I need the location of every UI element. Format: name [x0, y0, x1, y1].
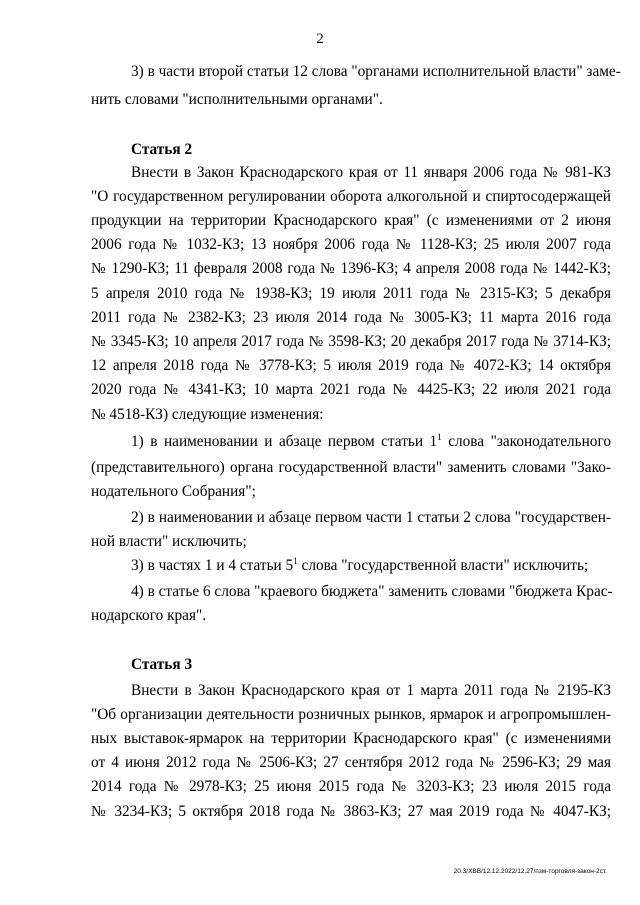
paragraph-line — [91, 555, 611, 577]
paragraph-line: "Об организации деятельности розничных рынков, ярмарок и агропромышлен- — [91, 706, 611, 723]
paragraph-line: ной власти" исключить; — [91, 533, 247, 550]
superscript: 1 — [437, 431, 442, 442]
text-fragment: 3) в частях 1 и 4 статьи 5 — [131, 557, 294, 574]
paragraph-line: Внести в Закон Краснодарского края от 1 марта 2011 года № 2195-КЗ — [131, 682, 611, 699]
paragraph-line: 4) в статье 6 слова "краевого бюджета" заменить словами "бюджета Крас- — [131, 583, 613, 600]
paragraph-line: продукции на территории Краснодарского края" (с изменениями от 2 июня — [91, 212, 611, 229]
paragraph-line: № 3345-КЗ; 10 апреля 2017 года № 3598-КЗ; 20 декабря 2017 года № 3714-КЗ; — [91, 333, 611, 350]
paragraph-line: 2) в наименовании и абзаце первом части 1 статьи 2 слова "государствен- — [131, 509, 611, 526]
paragraph-line: нить словами "исполнительными органами". — [91, 91, 383, 108]
paragraph-line: 2011 года № 2382-КЗ; 23 июля 2014 года № 3005-КЗ; 11 марта 2016 года — [91, 309, 611, 326]
paragraph-line: нодарского края". — [91, 607, 207, 624]
paragraph-line: Внести в Закон Краснодарского края от 11 января 2006 года № 981-КЗ — [131, 164, 611, 181]
paragraph-line: 5 апреля 2010 года № 1938-КЗ; 19 июля 2011 года № 2315-КЗ; 5 декабря — [91, 285, 611, 302]
paragraph-line: нодательного Собрания"; — [91, 483, 256, 500]
paragraph-line: № 3234-КЗ; 5 октября 2018 года № 3863-КЗ; 27 мая 2019 года № 4047-КЗ; — [91, 803, 611, 820]
article-2-heading: Статья 2 — [131, 141, 193, 158]
article-3-heading: Статья 3 — [131, 656, 193, 673]
paragraph-line: 2020 года № 4341-КЗ; 10 марта 2021 года № 4425-КЗ; 22 июля 2021 года — [91, 381, 611, 398]
paragraph-line: ных выставок-ярмарок на территории Краснодарского края" (с изменениями — [91, 730, 611, 747]
text-fragment: слова "законодательного — [441, 433, 611, 450]
paragraph-line: 2006 года № 1032-КЗ; 13 ноября 2006 года № 1128-КЗ; 25 июля 2007 года — [91, 236, 611, 253]
paragraph-line: 2014 года № 2978-КЗ; 25 июня 2015 года № 3203-КЗ; 23 июля 2015 года — [91, 778, 611, 795]
text-fragment: 1) в наименовании и абзаце первом статьи 1 — [131, 433, 438, 450]
paragraph-line: № 4518-КЗ) следующие изменения: — [91, 406, 324, 423]
document-footer-code: 20.3/ХВВ/12.12.2022/12.27/пзм-торговля-закон-2ст. — [453, 868, 607, 875]
paragraph-line: 3) в части второй статьи 12 слова "органами исполнительной власти" заме- — [131, 63, 621, 80]
page-number: 2 — [316, 31, 324, 47]
paragraph-line — [91, 431, 611, 453]
paragraph-line: "О государственном регулировании оборота алкогольной и спиртосодержащей — [91, 188, 611, 205]
paragraph-line: (представительного) органа государственной власти" заменить словами "Зако- — [91, 459, 611, 476]
paragraph-line: 12 апреля 2018 года № 3778-КЗ; 5 июля 2019 года № 4072-КЗ; 14 октября — [91, 357, 611, 374]
paragraph-line: № 1290-КЗ; 11 февраля 2008 года № 1396-КЗ; 4 апреля 2008 года № 1442-КЗ; — [91, 260, 611, 277]
superscript: 1 — [293, 555, 298, 566]
paragraph-line: от 4 июня 2012 года № 2506-КЗ; 27 сентября 2012 года № 2596-КЗ; 29 мая — [91, 754, 611, 771]
text-fragment: слова "государственной власти" исключить; — [297, 557, 589, 574]
